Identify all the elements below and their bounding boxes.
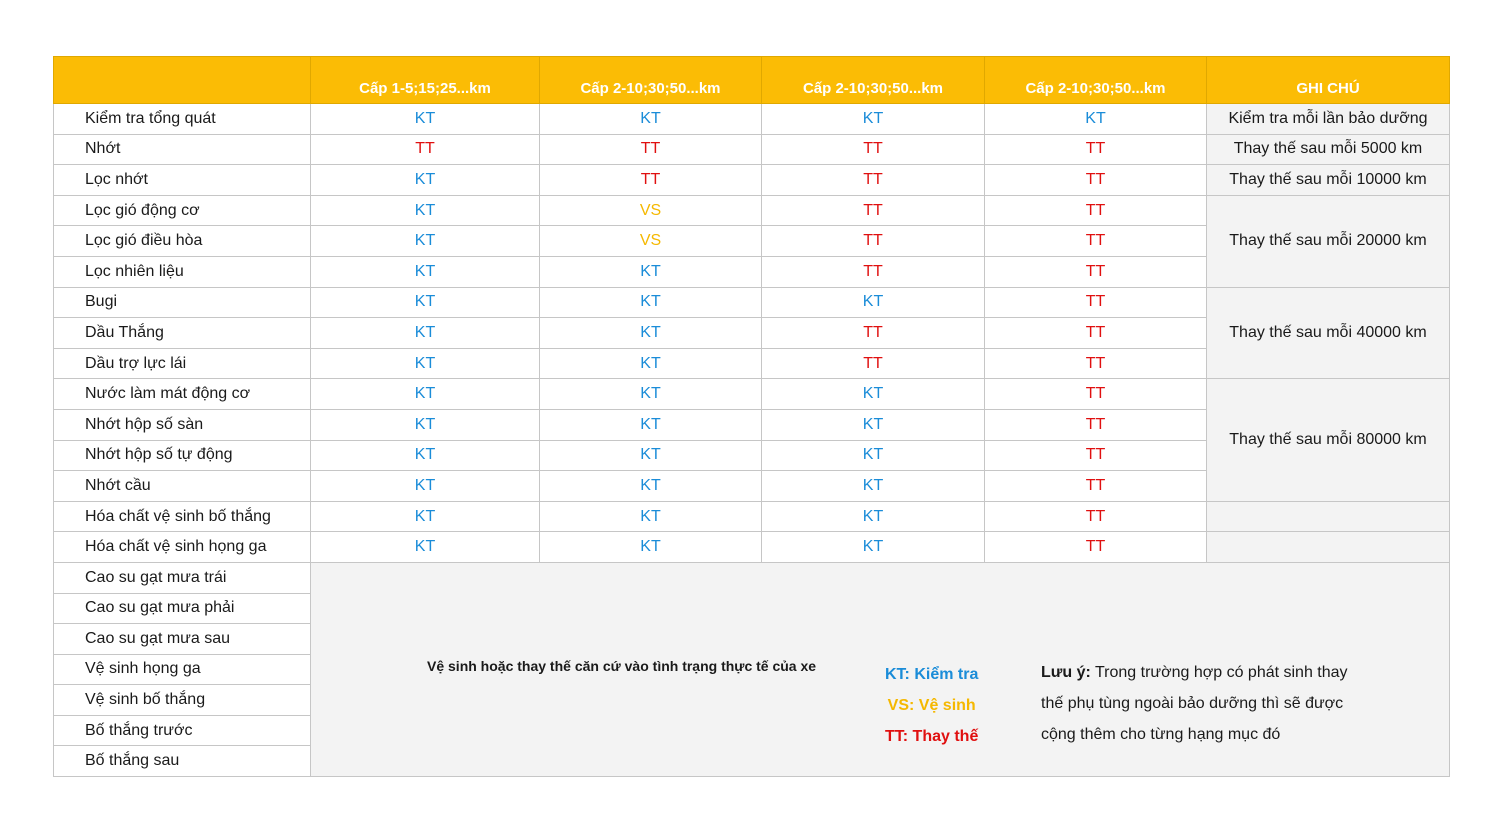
header-level-2: Cấp 2-10;30;50...km	[540, 57, 762, 104]
legend-tt: TT: Thay thế	[885, 727, 979, 745]
maintenance-item: Lọc nhiên liệu	[54, 256, 311, 287]
level-1-action: KT	[311, 379, 540, 410]
level-3-action: KT	[762, 440, 985, 471]
level-1-action: KT	[311, 348, 540, 379]
level-1-action: KT	[311, 165, 540, 196]
note-cell	[1207, 501, 1450, 532]
caution-label: Lưu ý:	[1041, 663, 1091, 681]
maintenance-item: Nhớt cầu	[54, 471, 311, 502]
level-1-action: KT	[311, 409, 540, 440]
table-row	[54, 165, 1450, 196]
level-3-action: KT	[762, 104, 985, 135]
level-2-action: KT	[540, 471, 762, 502]
level-4-action: KT	[985, 104, 1207, 135]
level-3-action: TT	[762, 256, 985, 287]
note-cell: Thay thế sau mỗi 20000 km	[1207, 195, 1450, 287]
level-4-action: TT	[985, 471, 1207, 502]
header-level-1: Cấp 1-5;15;25...km	[311, 57, 540, 104]
table-row	[54, 287, 1450, 318]
note-cell: Thay thế sau mỗi 80000 km	[1207, 379, 1450, 501]
maintenance-item: Nhớt hộp số tự động	[54, 440, 311, 471]
level-2-action: KT	[540, 440, 762, 471]
level-4-action: TT	[985, 379, 1207, 410]
legend-kt: KT: Kiểm tra	[885, 665, 979, 683]
note-cell: Kiểm tra mỗi lần bảo dưỡng	[1207, 104, 1450, 135]
level-3-action: KT	[762, 287, 985, 318]
caution-text: Trong trường hợp có phát sinh thay thế phụ tùng ngoài bảo dưỡng thì sẽ được cộng thêm cho từng hạng mục đó	[1041, 663, 1348, 743]
note-cell: Thay thế sau mỗi 5000 km	[1207, 134, 1450, 165]
note-cell: Thay thế sau mỗi 40000 km	[1207, 287, 1450, 379]
level-2-action: KT	[540, 532, 762, 563]
level-1-action: KT	[311, 256, 540, 287]
level-3-action: KT	[762, 532, 985, 563]
level-2-action: KT	[540, 318, 762, 349]
level-3-action: TT	[762, 318, 985, 349]
note-cell	[1207, 532, 1450, 563]
maintenance-item: Vệ sinh họng ga	[54, 654, 311, 685]
level-2-action: VS	[540, 226, 762, 257]
level-1-action: KT	[311, 226, 540, 257]
level-2-action: KT	[540, 348, 762, 379]
maintenance-schedule-table	[53, 56, 1450, 777]
maintenance-item: Lọc gió điều hòa	[54, 226, 311, 257]
table-row	[54, 104, 1450, 135]
level-4-action: TT	[985, 195, 1207, 226]
maintenance-item: Bugi	[54, 287, 311, 318]
maintenance-item: Hóa chất vệ sinh họng ga	[54, 532, 311, 563]
level-1-action: KT	[311, 195, 540, 226]
table-row	[54, 562, 1450, 593]
level-1-action: KT	[311, 104, 540, 135]
level-4-action: TT	[985, 501, 1207, 532]
level-1-action: TT	[311, 134, 540, 165]
level-3-action: KT	[762, 471, 985, 502]
level-4-action: TT	[985, 440, 1207, 471]
level-2-action: TT	[540, 165, 762, 196]
level-1-action: KT	[311, 471, 540, 502]
table-row	[54, 379, 1450, 410]
level-4-action: TT	[985, 226, 1207, 257]
level-2-action: KT	[540, 256, 762, 287]
legend-vs: VS: Vệ sinh	[887, 696, 976, 714]
level-4-action: TT	[985, 287, 1207, 318]
level-3-action: TT	[762, 195, 985, 226]
maintenance-item: Nhớt	[54, 134, 311, 165]
header-level-4: Cấp 2-10;30;50...km	[985, 57, 1207, 104]
condition-remark: Vệ sinh hoặc thay thế căn cứ vào tình trạng thực tế của xe	[427, 657, 817, 674]
level-4-action: TT	[985, 318, 1207, 349]
level-2-action: KT	[540, 409, 762, 440]
level-1-action: KT	[311, 287, 540, 318]
level-2-action: KT	[540, 287, 762, 318]
maintenance-item: Lọc gió động cơ	[54, 195, 311, 226]
maintenance-item: Lọc nhớt	[54, 165, 311, 196]
maintenance-item: Vệ sinh bố thắng	[54, 685, 311, 716]
level-3-action: KT	[762, 379, 985, 410]
maintenance-item: Cao su gạt mưa phải	[54, 593, 311, 624]
level-3-action: KT	[762, 409, 985, 440]
level-1-action: KT	[311, 440, 540, 471]
level-2-action: VS	[540, 195, 762, 226]
maintenance-item: Bố thắng sau	[54, 746, 311, 777]
maintenance-item: Bố thắng trước	[54, 715, 311, 746]
level-3-action: KT	[762, 501, 985, 532]
level-3-action: TT	[762, 134, 985, 165]
condition-based-panel	[311, 562, 1450, 776]
header-level-3: Cấp 2-10;30;50...km	[762, 57, 985, 104]
maintenance-item: Cao su gạt mưa sau	[54, 624, 311, 655]
header-row	[54, 57, 1450, 104]
maintenance-item: Hóa chất vệ sinh bố thắng	[54, 501, 311, 532]
table-row	[54, 195, 1450, 226]
level-4-action: TT	[985, 165, 1207, 196]
level-3-action: TT	[762, 348, 985, 379]
header-item	[54, 57, 311, 104]
level-4-action: TT	[985, 348, 1207, 379]
level-4-action: TT	[985, 134, 1207, 165]
level-1-action: KT	[311, 318, 540, 349]
maintenance-item: Cao su gạt mưa trái	[54, 562, 311, 593]
level-4-action: TT	[985, 256, 1207, 287]
level-3-action: TT	[762, 165, 985, 196]
level-2-action: TT	[540, 134, 762, 165]
table-row	[54, 501, 1450, 532]
legend	[885, 659, 978, 752]
maintenance-item: Nhớt hộp số sàn	[54, 409, 311, 440]
table-row	[54, 532, 1450, 563]
header-notes: GHI CHÚ	[1207, 57, 1450, 104]
level-1-action: KT	[311, 532, 540, 563]
table-row	[54, 134, 1450, 165]
level-2-action: KT	[540, 379, 762, 410]
maintenance-item: Kiểm tra tổng quát	[54, 104, 311, 135]
level-3-action: TT	[762, 226, 985, 257]
level-2-action: KT	[540, 104, 762, 135]
level-4-action: TT	[985, 532, 1207, 563]
maintenance-item: Nước làm mát động cơ	[54, 379, 311, 410]
level-1-action: KT	[311, 501, 540, 532]
note-cell: Thay thế sau mỗi 10000 km	[1207, 165, 1450, 196]
maintenance-item: Dầu Thắng	[54, 318, 311, 349]
maintenance-item: Dầu trợ lực lái	[54, 348, 311, 379]
level-2-action: KT	[540, 501, 762, 532]
level-4-action: TT	[985, 409, 1207, 440]
caution-note	[1041, 657, 1361, 750]
